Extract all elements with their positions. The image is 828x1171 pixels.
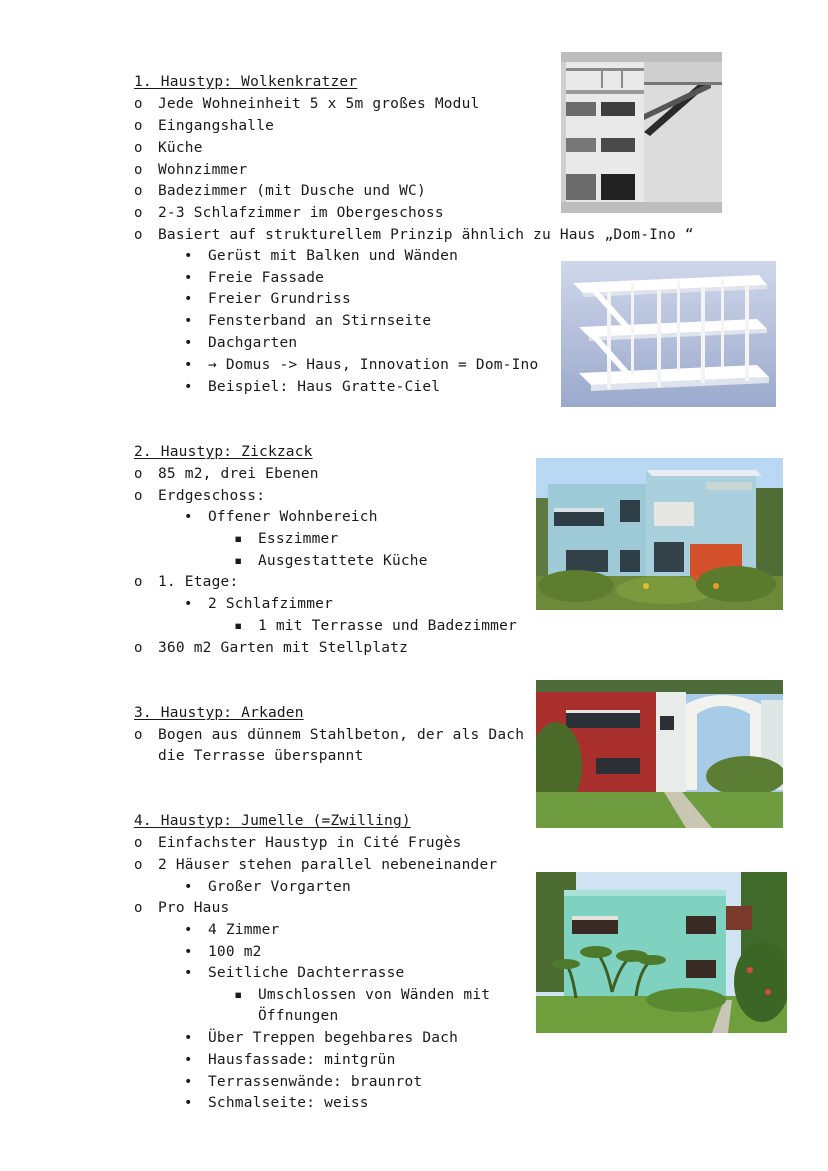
- bullet-circle: o: [134, 162, 143, 178]
- list-item: Erdgeschoss:: [158, 488, 266, 504]
- heading-zickzack: 2. Haustyp: Zickzack: [134, 444, 313, 460]
- bullet-dot: •: [184, 965, 193, 981]
- list-item: Seitliche Dachterrasse: [208, 965, 405, 981]
- bullet-square: ▪: [234, 618, 243, 634]
- list-item: Badezimmer (mit Dusche und WC): [158, 183, 426, 199]
- list-item: Pro Haus: [158, 900, 230, 916]
- list-item: Beispiel: Haus Gratte-Ciel: [208, 379, 441, 395]
- bullet-dot: •: [184, 1052, 193, 1068]
- bullet-dot: •: [184, 944, 193, 960]
- bullet-circle: o: [134, 118, 143, 134]
- bullet-dot: •: [184, 1095, 193, 1111]
- bullet-dot: •: [184, 922, 193, 938]
- bullet-square: ▪: [234, 531, 243, 547]
- bullet-square: ▪: [234, 987, 243, 1003]
- bullet-circle: o: [134, 574, 143, 590]
- list-item-continuation: die Terrasse überspannt: [158, 748, 364, 764]
- list-item: 2 Häuser stehen parallel nebeneinander: [158, 857, 498, 873]
- dom-ino-model-image: [561, 261, 776, 407]
- bullet-circle: o: [134, 835, 143, 851]
- list-item: Schmalseite: weiss: [208, 1095, 369, 1111]
- bullet-dot: •: [184, 291, 193, 307]
- list-item: Dachgarten: [208, 335, 298, 351]
- list-item: Freier Grundriss: [208, 291, 351, 307]
- bullet-dot: •: [184, 1030, 193, 1046]
- bullet-circle: o: [134, 727, 143, 743]
- list-item: 4 Zimmer: [208, 922, 280, 938]
- arkaden-house-image: [536, 680, 783, 828]
- bullet-circle: o: [134, 466, 143, 482]
- list-item: 2-3 Schlafzimmer im Obergeschoss: [158, 205, 444, 221]
- bullet-dot: •: [184, 1074, 193, 1090]
- bullet-circle: o: [134, 205, 143, 221]
- list-item: Bogen aus dünnem Stahlbeton, der als Dach: [158, 727, 525, 743]
- bullet-dot: •: [184, 270, 193, 286]
- heading-jumelle: 4. Haustyp: Jumelle (=Zwilling): [134, 813, 411, 829]
- list-item: Gerüst mit Balken und Wänden: [208, 248, 459, 264]
- list-item: Hausfassade: mintgrün: [208, 1052, 396, 1068]
- list-item: Jede Wohneinheit 5 x 5m großes Modul: [158, 96, 480, 112]
- bullet-dot: •: [184, 357, 193, 373]
- bullet-circle: o: [134, 140, 143, 156]
- list-item: Esszimmer: [258, 531, 339, 547]
- bullet-circle: o: [134, 857, 143, 873]
- list-item: Großer Vorgarten: [208, 879, 351, 895]
- heading-wolkenkratzer: 1. Haustyp: Wolkenkratzer: [134, 74, 358, 90]
- bullet-dot: •: [184, 509, 193, 525]
- wolkenkratzer-facade-image: [561, 52, 722, 213]
- list-item: Über Treppen begehbares Dach: [208, 1030, 459, 1046]
- list-item: Küche: [158, 140, 203, 156]
- bullet-dot: •: [184, 596, 193, 612]
- bullet-dot: •: [184, 879, 193, 895]
- list-item: Ausgestattete Küche: [258, 553, 428, 569]
- bullet-circle: o: [134, 227, 143, 243]
- bullet-dot: •: [184, 335, 193, 351]
- bullet-circle: o: [134, 640, 143, 656]
- heading-arkaden: 3. Haustyp: Arkaden: [134, 705, 304, 721]
- bullet-circle: o: [134, 96, 143, 112]
- list-item: Offener Wohnbereich: [208, 509, 378, 525]
- bullet-dot: •: [184, 313, 193, 329]
- zickzack-house-image: [536, 458, 783, 610]
- list-item: 1 mit Terrasse und Badezimmer: [258, 618, 517, 634]
- list-item: Umschlossen von Wänden mit: [258, 987, 491, 1003]
- bullet-dot: •: [184, 379, 193, 395]
- list-item: Wohnzimmer: [158, 162, 248, 178]
- bullet-square: ▪: [234, 553, 243, 569]
- list-item: Freie Fassade: [208, 270, 325, 286]
- jumelle-house-image: [536, 872, 787, 1033]
- list-item: 100 m2: [208, 944, 262, 960]
- list-item: Einfachster Haustyp in Cité Frugès: [158, 835, 462, 851]
- list-item: 1. Etage:: [158, 574, 239, 590]
- list-item: 2 Schlafzimmer: [208, 596, 334, 612]
- list-item: 360 m2 Garten mit Stellplatz: [158, 640, 409, 656]
- list-item: Basiert auf strukturellem Prinzip ähnlich zu Haus „Dom-Ino “: [158, 227, 694, 243]
- bullet-circle: o: [134, 900, 143, 916]
- list-item: Eingangshalle: [158, 118, 275, 134]
- bullet-circle: o: [134, 488, 143, 504]
- list-item: Terrassenwände: braunrot: [208, 1074, 423, 1090]
- bullet-dot: •: [184, 248, 193, 264]
- list-item: 85 m2, drei Ebenen: [158, 466, 319, 482]
- list-item: → Domus -> Haus, Innovation = Dom-Ino: [208, 357, 539, 373]
- bullet-circle: o: [134, 183, 143, 199]
- list-item: Fensterband an Stirnseite: [208, 313, 432, 329]
- list-item-continuation: Öffnungen: [258, 1008, 339, 1024]
